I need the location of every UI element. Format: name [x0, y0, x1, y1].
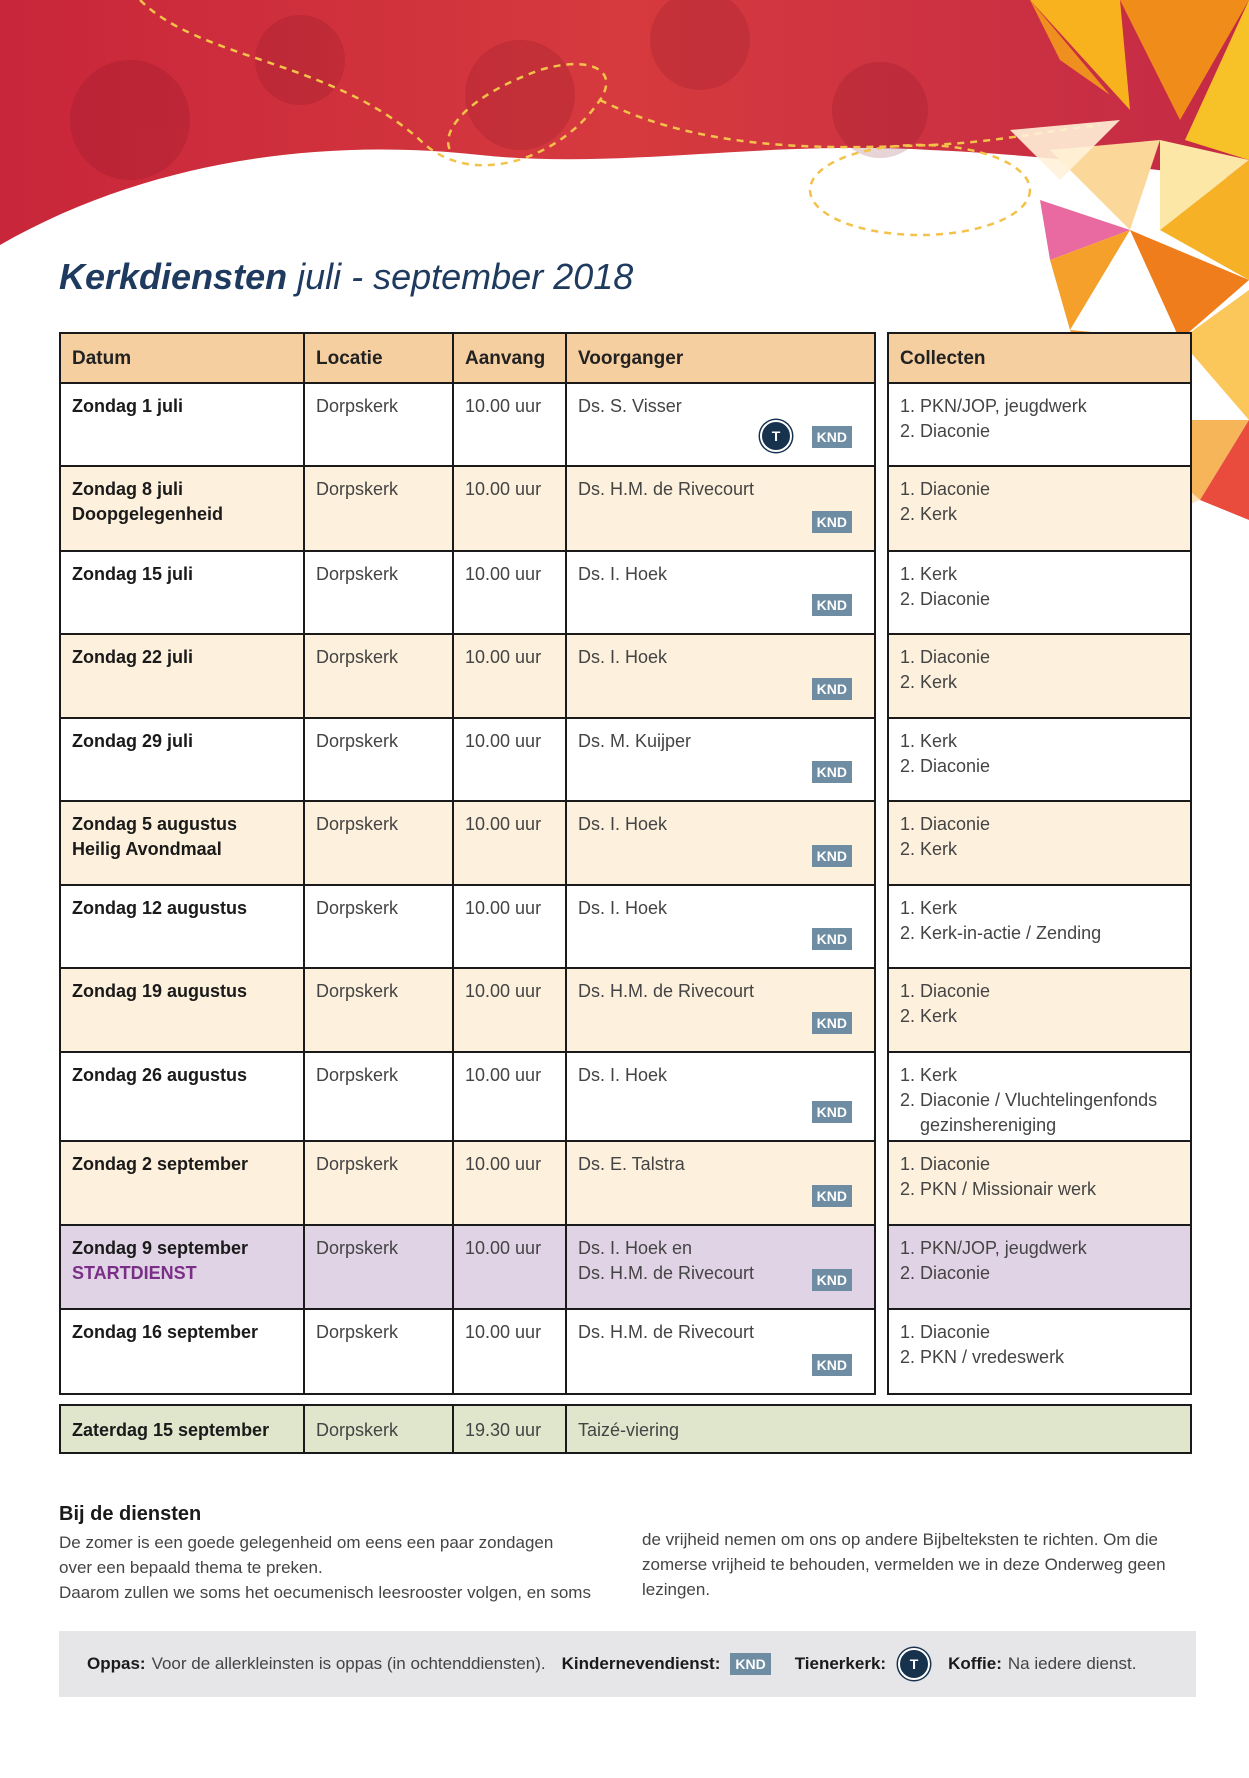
service-preacher: [566, 968, 875, 1052]
knd-badge-icon: KND: [812, 1269, 852, 1291]
header-collecten: Collecten: [888, 333, 1191, 383]
header-aanvang: Aanvang: [453, 333, 566, 383]
knd-badge-icon: KND: [812, 928, 852, 950]
preacher-name: Ds. I. Hoek: [578, 898, 668, 918]
legend-koffie: [948, 1654, 1136, 1674]
table-row: [60, 885, 875, 968]
table-row: [60, 801, 875, 885]
table-row: [60, 551, 875, 634]
notes-line: De zomer is een goede gelegenheid om eens een paar zondagen: [59, 1533, 554, 1552]
knd-badge-icon: KND: [812, 845, 852, 867]
collection-item: 1. Diaconie: [900, 981, 991, 1001]
service-location: Dorpskerk: [304, 801, 453, 885]
knd-badge-icon: KND: [812, 1354, 852, 1376]
table-row: [888, 1309, 1191, 1394]
knd-badge-icon: KND: [812, 594, 852, 616]
service-time: 10.00 uur: [453, 718, 566, 801]
service-date: [60, 551, 304, 634]
service-date: [60, 801, 304, 885]
legend-kinder-label: Kindernevendienst:: [561, 1654, 721, 1673]
collection-item: 2. Diaconie: [900, 589, 991, 609]
service-note: STARTDIENST: [72, 1263, 197, 1283]
preacher-name: Ds. H.M. de Rivecourt: [578, 479, 755, 499]
service-preacher: [566, 551, 875, 634]
service-date-label: Zondag 9 september: [72, 1238, 249, 1258]
service-preacher: [566, 801, 875, 885]
collection-item: 1. Kerk: [900, 564, 958, 584]
service-date: [60, 718, 304, 801]
taize-table: [59, 1404, 1192, 1454]
table-row: [60, 1225, 875, 1309]
header-locatie: Locatie: [304, 333, 453, 383]
service-collections: [888, 1141, 1191, 1225]
service-preacher: [566, 634, 875, 718]
legend-kindernevendienst: [562, 1653, 771, 1675]
notes-title: Bij de diensten: [59, 1503, 202, 1525]
service-time: 10.00 uur: [453, 1052, 566, 1141]
service-time: 10.00 uur: [453, 634, 566, 718]
preacher-name: Ds. H.M. de Rivecourt: [578, 981, 755, 1001]
notes-line: over een bepaald thema te preken.: [59, 1558, 323, 1577]
page-title: [59, 256, 633, 298]
service-collections: [888, 1309, 1191, 1394]
service-date-label: Zondag 22 juli: [72, 647, 194, 667]
service-collections: [888, 634, 1191, 718]
service-date-label: Zondag 29 juli: [72, 731, 194, 751]
service-collections: [888, 551, 1191, 634]
service-time: 10.00 uur: [453, 885, 566, 968]
knd-badge-icon: KND: [812, 1101, 852, 1123]
collections-table: [887, 332, 1192, 1395]
taize-time: 19.30 uur: [453, 1405, 566, 1453]
service-date: [60, 1052, 304, 1141]
service-location: Dorpskerk: [304, 383, 453, 466]
service-note: Heilig Avondmaal: [72, 839, 222, 859]
knd-badge-icon: KND: [812, 511, 852, 533]
table-header-row: [888, 333, 1191, 383]
service-location: Dorpskerk: [304, 1225, 453, 1309]
notes-line: lezingen.: [642, 1580, 711, 1599]
service-time: 10.00 uur: [453, 801, 566, 885]
collection-item: 1. Diaconie: [900, 479, 991, 499]
legend-oppas-label: Oppas:: [87, 1654, 146, 1673]
taize-location: Dorpskerk: [304, 1405, 453, 1453]
collection-item: 2. Kerk: [900, 1006, 958, 1026]
service-time: 10.00 uur: [453, 466, 566, 551]
service-date-label: Zondag 2 september: [72, 1154, 249, 1174]
service-date: [60, 968, 304, 1052]
legend-oppas-text: Voor de allerkleinsten is oppas (in ochtenddiensten).: [151, 1654, 546, 1673]
table-row: [888, 1225, 1191, 1309]
taize-date: Zaterdag 15 september: [60, 1405, 304, 1453]
collection-item: 2. PKN / Missionair werk: [900, 1179, 1097, 1199]
collection-item: 1. Diaconie: [900, 814, 991, 834]
table-row: [60, 634, 875, 718]
table-row: [60, 1309, 875, 1394]
table-row: [888, 466, 1191, 551]
collection-item: 1. Diaconie: [900, 647, 991, 667]
collection-item: 1. Diaconie: [900, 1154, 991, 1174]
table-row: [888, 718, 1191, 801]
preacher-name: Ds. E. Talstra: [578, 1154, 685, 1174]
legend-koffie-text: Na iedere dienst.: [1007, 1654, 1137, 1673]
preacher-name: Ds. M. Kuijper: [578, 731, 692, 751]
page-title-bold: Kerkdiensten: [59, 256, 288, 297]
collection-item: 2. Kerk: [900, 839, 958, 859]
service-time: 10.00 uur: [453, 551, 566, 634]
service-preacher: [566, 466, 875, 551]
collection-item: 1. Diaconie: [900, 1322, 991, 1342]
legend-tienerkerk: [795, 1648, 930, 1680]
collection-item: 1. PKN/JOP, jeugdwerk: [900, 1238, 1087, 1258]
knd-badge-icon: KND: [812, 678, 852, 700]
service-date-label: Zondag 15 juli: [72, 564, 194, 584]
service-date: [60, 1309, 304, 1394]
header-voorganger: Voorganger: [566, 333, 875, 383]
service-location: Dorpskerk: [304, 718, 453, 801]
knd-badge-icon: KND: [730, 1653, 770, 1675]
service-collections: [888, 885, 1191, 968]
service-location: Dorpskerk: [304, 885, 453, 968]
table-row: [888, 634, 1191, 718]
collection-item: 2. Diaconie: [900, 756, 991, 776]
service-collections: [888, 1225, 1191, 1309]
collection-item: 1. Kerk: [900, 1065, 958, 1085]
taize-description: Taizé-viering: [566, 1405, 1191, 1453]
service-date-label: Zondag 5 augustus: [72, 814, 238, 834]
service-date-label: Zondag 26 augustus: [72, 1065, 248, 1085]
service-date-label: Zondag 1 juli: [72, 396, 183, 416]
service-time: 10.00 uur: [453, 1309, 566, 1394]
table-row: [888, 1052, 1191, 1141]
preacher-name: Ds. I. Hoek: [578, 1065, 668, 1085]
table-row: [60, 466, 875, 551]
notes-line: de vrijheid nemen om ons op andere Bijbelteksten te richten. Om die: [642, 1530, 1158, 1549]
service-date-label: Zondag 19 augustus: [72, 981, 248, 1001]
collection-item: 1. Kerk: [900, 898, 958, 918]
table-row: [888, 551, 1191, 634]
notes-line: zomerse vrijheid te behouden, vermelden we in deze Onderweg geen: [642, 1555, 1166, 1574]
preacher-name: Ds. H.M. de Rivecourt: [578, 1322, 755, 1342]
service-location: Dorpskerk: [304, 634, 453, 718]
service-preacher: [566, 383, 875, 466]
header-datum: Datum: [60, 333, 304, 383]
table-row: [60, 1052, 875, 1141]
preacher-name: Ds. I. Hoek en: [578, 1238, 693, 1258]
notes-right-column: [642, 1527, 1202, 1602]
preacher-name: Ds. S. Visser: [578, 396, 682, 416]
knd-badge-icon: KND: [812, 761, 852, 783]
service-location: Dorpskerk: [304, 1052, 453, 1141]
service-time: 10.00 uur: [453, 1225, 566, 1309]
notes-left-column: [59, 1530, 619, 1605]
service-date: [60, 1141, 304, 1225]
services-table: [59, 332, 876, 1395]
legend-oppas: [87, 1654, 546, 1674]
service-collections: [888, 466, 1191, 551]
collection-item: gezinshereniging: [920, 1115, 1057, 1135]
tienerkerk-badge-icon: T: [898, 1648, 930, 1680]
table-row: [60, 1141, 875, 1225]
service-preacher: [566, 1225, 875, 1309]
collection-item: 2. Kerk: [900, 504, 958, 524]
service-preacher: [566, 1309, 875, 1394]
service-collections: [888, 1052, 1191, 1141]
service-time: 10.00 uur: [453, 383, 566, 466]
service-preacher: [566, 885, 875, 968]
service-location: Dorpskerk: [304, 466, 453, 551]
service-collections: [888, 718, 1191, 801]
tienerkerk-badge-icon: T: [760, 420, 792, 452]
service-date: [60, 885, 304, 968]
table-row: [60, 383, 875, 466]
collection-item: 2. Diaconie: [900, 1263, 991, 1283]
notes-line: Daarom zullen we soms het oecumenisch leesrooster volgen, en soms: [59, 1583, 591, 1602]
service-note: Doopgelegenheid: [72, 504, 224, 524]
table-row: [888, 1141, 1191, 1225]
table-row: [60, 718, 875, 801]
service-location: Dorpskerk: [304, 968, 453, 1052]
preacher-name: Ds. I. Hoek: [578, 564, 668, 584]
service-date-label: Zondag 16 september: [72, 1322, 259, 1342]
table-row: [888, 383, 1191, 466]
service-date-label: Zondag 12 augustus: [72, 898, 248, 918]
knd-badge-icon: KND: [812, 1012, 852, 1034]
table-row: [888, 801, 1191, 885]
service-date: [60, 634, 304, 718]
preacher-name: Ds. I. Hoek: [578, 647, 668, 667]
service-preacher: [566, 1141, 875, 1225]
service-date: [60, 383, 304, 466]
service-location: Dorpskerk: [304, 1309, 453, 1394]
service-time: 10.00 uur: [453, 968, 566, 1052]
service-date-label: Zondag 8 juli: [72, 479, 183, 499]
table-header-row: [60, 333, 875, 383]
collection-item: 2. Diaconie / Vluchtelingenfonds: [900, 1090, 1158, 1110]
service-date: [60, 466, 304, 551]
collection-item: 1. PKN/JOP, jeugdwerk: [900, 396, 1087, 416]
service-date: [60, 1225, 304, 1309]
legend-tiener-label: Tienerkerk:: [794, 1654, 887, 1673]
service-collections: [888, 383, 1191, 466]
service-collections: [888, 801, 1191, 885]
page-title-period: juli - september 2018: [297, 256, 634, 297]
legend-koffie-label: Koffie:: [948, 1654, 1002, 1673]
table-row: [888, 885, 1191, 968]
knd-badge-icon: KND: [812, 426, 852, 448]
table-row-taize: [60, 1405, 1191, 1453]
collection-item: 2. PKN / vredeswerk: [900, 1347, 1065, 1367]
knd-badge-icon: KND: [812, 1185, 852, 1207]
collection-item: 2. Kerk-in-actie / Zending: [900, 923, 1102, 943]
preacher-name: Ds. I. Hoek: [578, 814, 668, 834]
service-time: 10.00 uur: [453, 1141, 566, 1225]
preacher-name: Ds. H.M. de Rivecourt: [578, 1263, 755, 1283]
service-collections: [888, 968, 1191, 1052]
service-location: Dorpskerk: [304, 551, 453, 634]
legend-bar: [59, 1631, 1196, 1697]
service-location: Dorpskerk: [304, 1141, 453, 1225]
table-row: [888, 968, 1191, 1052]
table-row: [60, 968, 875, 1052]
collection-item: 1. Kerk: [900, 731, 958, 751]
collection-item: 2. Diaconie: [900, 421, 991, 441]
service-preacher: [566, 1052, 875, 1141]
collection-item: 2. Kerk: [900, 672, 958, 692]
service-preacher: [566, 718, 875, 801]
